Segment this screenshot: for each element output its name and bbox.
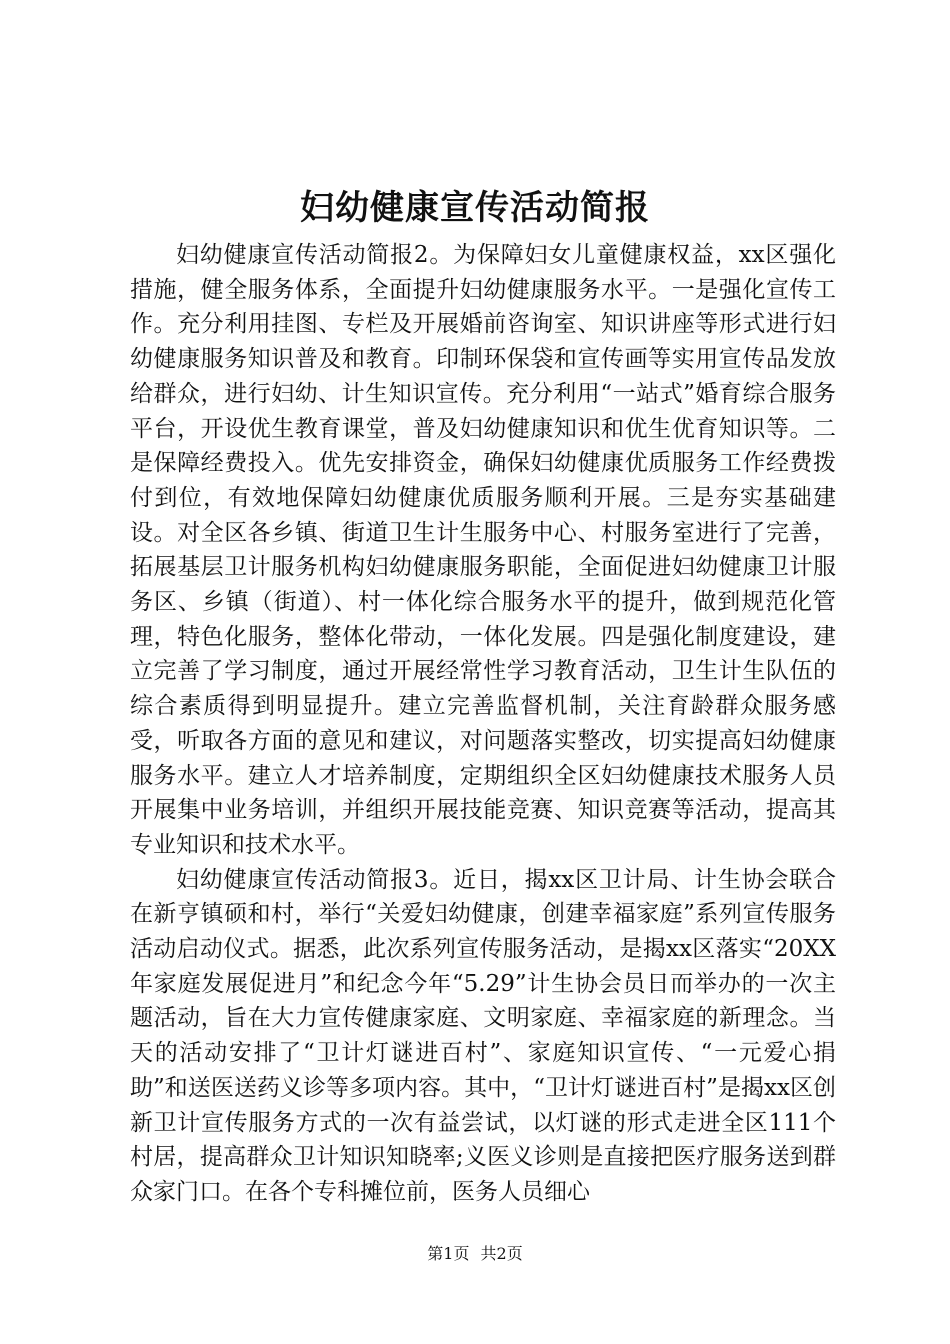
page-footer (0, 1243, 950, 1265)
paragraph-2: 妇幼健康宣传活动简报3。近日，揭xx区卫计局、计生协会联合在新亨镇硕和村，举行“关爱妇幼健康，创建幸福家庭”系列宣传服务活动启动仪式。据悉，此次系列宣传服务活动，是揭xx区落实“20XX年家庭发展促进月”和纪念今年“5.29”计生协会员日而举办的一次主题活动，旨在大力宣传健康家庭、文明家庭、幸福家庭的新理念。当天的活动安排了“卫计灯谜进百村”、家庭知识宣传、“一元爱心捐助”和送医送药义诊等多项内容。其中，“卫计灯谜进百村”是揭xx区创新卫计宣传服务方式的一次有益尝试，以灯谜的形式走进全区111个村居，提高群众卫计知识知晓率;义医义诊则是直接把医疗服务送到群众家门口。在各个专科摊位前，医务人员细心 (130, 866, 836, 1205)
document-body (130, 238, 836, 1210)
document-title: 妇幼健康宣传活动简报 (300, 188, 650, 228)
paragraph-1: 妇幼健康宣传活动简报2。为保障妇女儿童健康权益，xx区强化措施，健全服务体系，全面提升妇幼健康服务水平。一是强化宣传工作。充分利用挂图、专栏及开展婚前咨询室、知识讲座等形式进行妇幼健康服务知识普及和教育。印制环保袋和宣传画等实用宣传品发放给群众，进行妇幼、计生知识宣传。充分利用“一站式”婚育综合服务平台，开设优生教育课堂，普及妇幼健康知识和优生优育知识等。二是保障经费投入。优先安排资金，确保妇幼健康优质服务工作经费拨付到位，有效地保障妇幼健康优质服务顺利开展。三是夯实基础建设。对全区各乡镇、街道卫生计生服务中心、村服务室进行了完善，拓展基层卫计服务机构妇幼健康服务职能，全面促进妇幼健康卫计服务区、乡镇（街道）、村一体化综合服务水平的提升，做到规范化管理，特色化服务，整体化带动，一体化发展。四是强化制度建设，建立完善了学习制度，通过开展经常性学习教育活动，卫生计生队伍的综合素质得到明显提升。建立完善监督机制，关注育龄群众服务感受，听取各方面的意见和建议，对问题落实整改，切实提高妇幼健康服务水平。建立人才培养制度，定期组织全区妇幼健康技术服务人员开展集中业务培训，并组织开展技能竞赛、知识竞赛等活动，提高其专业知识和技术水平。 (130, 242, 836, 858)
page-number: 第1页 (427, 1244, 470, 1263)
page-total: 共2页 (480, 1244, 523, 1263)
